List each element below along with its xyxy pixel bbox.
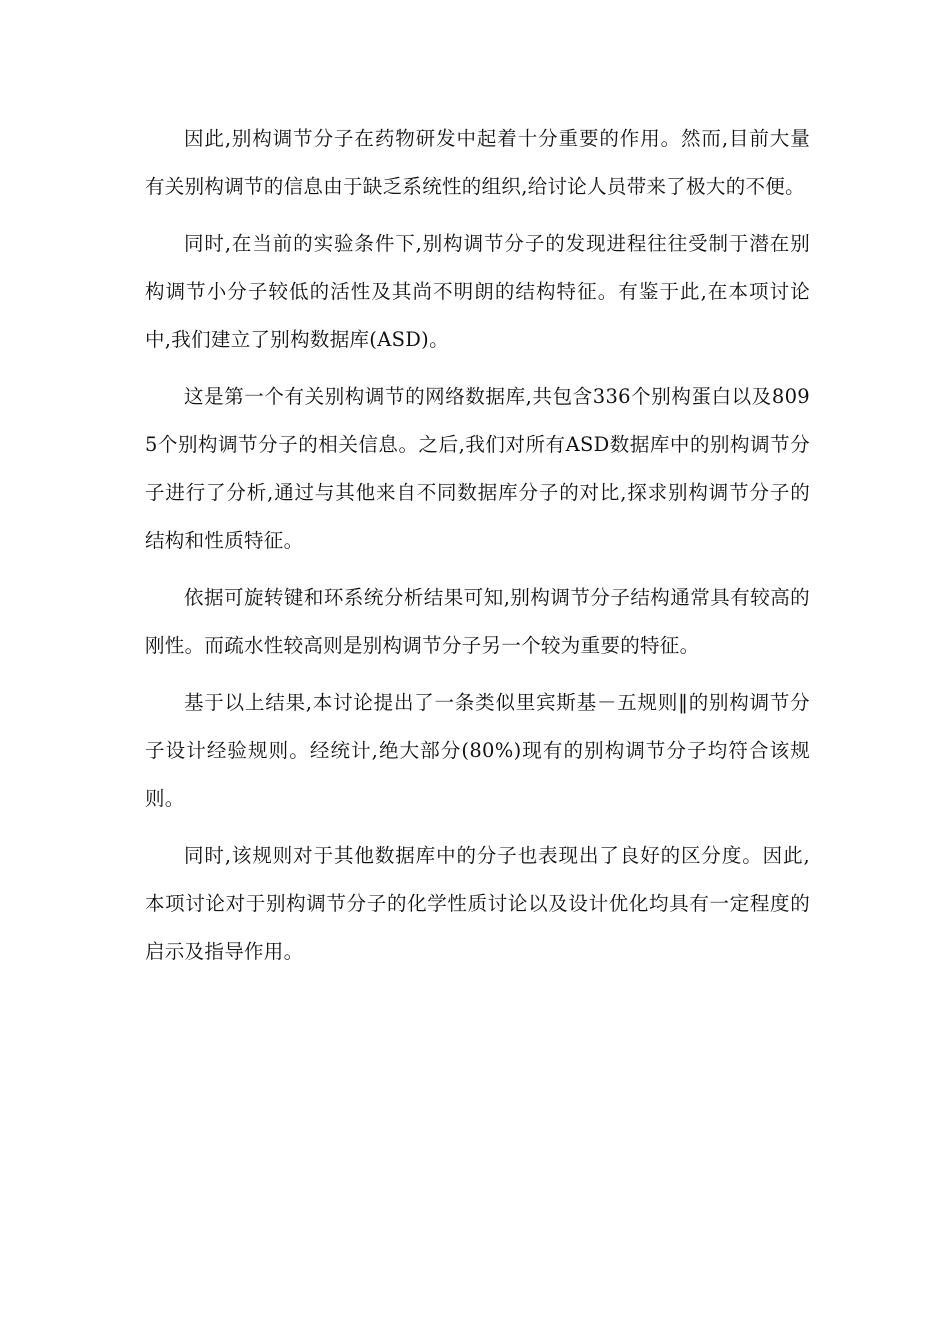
paragraph-6: 同时,该规则对于其他数据库中的分子也表现出了良好的区分度。因此,本项讨论对于别构调节分子的化学性质讨论以及设计优化均具有一定程度的启示及指导作用。 xyxy=(145,844,810,963)
paragraph-4: 依据可旋转键和环系统分析结果可知,别构调节分子结构通常具有较高的刚性。而疏水性较高则是别构调节分子另一个较为重要的特征。 xyxy=(145,586,810,657)
paragraph-1: 因此,别构调节分子在药物研发中起着十分重要的作用。然而,目前大量有关别构调节的信息由于缺乏系统性的组织,给讨论人员带来了极大的不便。 xyxy=(145,127,810,198)
paragraph-5: 基于以上结果,本讨论提出了一条类似里宾斯基－五规则‖的别构调节分子设计经验规则。经统计,绝大部分(80%)现有的别构调节分子均符合该规则。 xyxy=(145,691,810,810)
document-body xyxy=(145,115,810,985)
paragraph-3: 这是第一个有关别构调节的网络数据库,共包含336个别构蛋白以及8095个别构调节分子的相关信息。之后,我们对所有ASD数据库中的别构调节分子进行了分析,通过与其他来自不同数据库分子的对比,探求别构调节分子的结构和性质特征。 xyxy=(145,385,810,552)
paragraph-2: 同时,在当前的实验条件下,别构调节分子的发现进程往往受制于潜在别构调节小分子较低的活性及其尚不明朗的结构特征。有鉴于此,在本项讨论中,我们建立了别构数据库(ASD)。 xyxy=(145,232,810,351)
